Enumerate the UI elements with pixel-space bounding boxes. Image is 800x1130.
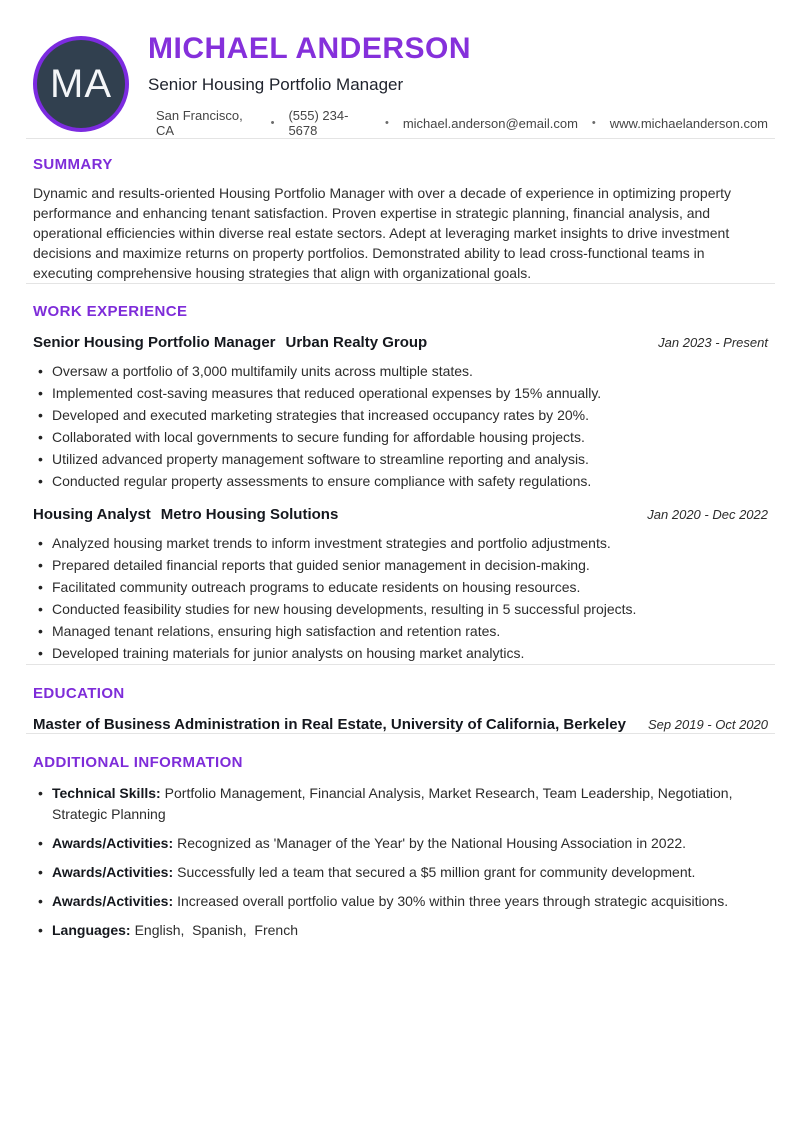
job-bullet: • Oversaw a portfolio of 3,000 multifamily units across multiple states. [52,360,768,382]
job-bullet: • Facilitated community outreach programs to educate residents on housing resources. [52,576,768,598]
additional-item [52,891,768,912]
section-divider [26,283,775,284]
contact-location: San Francisco, CA [156,108,243,138]
additional-item [52,783,768,825]
section-divider [26,664,775,665]
job-bullet: • Implemented cost-saving measures that reduced operational expenses by 15% annually. [52,382,768,404]
education-entry [33,716,768,733]
dot-separator: • [384,117,389,129]
additional-item [52,862,768,883]
dot-separator: • [270,117,275,129]
additional-item-label: Technical Skills: [52,785,161,801]
additional-item-label: Awards/Activities: [52,835,174,851]
job-entry [33,506,768,664]
job-bullet: • Developed and executed marketing strategies that increased occupancy rates by 20%. [52,404,768,426]
section-divider [26,733,775,734]
job-title: Housing Analyst [33,506,151,523]
additional-item-label: Awards/Activities: [52,893,174,909]
job-title: Senior Housing Portfolio Manager [33,334,276,351]
additional-heading: ADDITIONAL INFORMATION [33,754,243,771]
candidate-name: MICHAEL ANDERSON [148,32,472,65]
job-bullet: • Collaborated with local governments to secure funding for affordable housing projects. [52,426,768,448]
job-company: Urban Realty Group [285,334,428,351]
header-divider [26,138,775,139]
job-company: Metro Housing Solutions [160,506,339,523]
experience-heading: WORK EXPERIENCE [33,303,188,320]
job-title-line [33,506,338,523]
additional-item [52,833,768,854]
job-title-line [33,334,427,351]
header-text [148,30,768,138]
additional-item-label: Languages: [52,922,131,938]
education-dates: Sep 2019 - Oct 2020 [648,717,768,732]
job-bullet-list [33,360,768,492]
job-header [33,506,768,523]
candidate-job-title: Senior Housing Portfolio Manager [148,75,404,94]
additional-item-text: Increased overall portfolio value by 30% within three years through strategic acquisitions. [177,893,729,909]
job-bullet: • Conducted regular property assessments to ensure compliance with safety regulations. [52,470,768,492]
additional-list [33,783,768,941]
summary-text: Dynamic and results-oriented Housing Portfolio Manager with over a decade of experience in optimizing property performance and enhancing tenant satisfaction. Proven expertise in strategic planning, financial analysis, and operational efficiencies within diverse real estate sectors. Adept at leveraging market insights to drive investment decisions and maximize returns on property portfolios. Demonstrated ability to lead cross-functional teams in executing comprehensive housing strategies that align with organizational goals. [33,185,732,281]
education-degree: Master of Business Administration in Real Estate, University of California, Berkeley [33,716,626,733]
avatar-initials: MA [50,61,112,106]
education-heading: EDUCATION [33,685,125,702]
additional-item [52,920,768,941]
job-bullet-list [33,532,768,664]
job-bullet: • Managed tenant relations, ensuring high satisfaction and retention rates. [52,620,768,642]
job-bullet: • Analyzed housing market trends to inform investment strategies and portfolio adjustments. [52,532,768,554]
job-entry [33,334,768,492]
job-bullet: • Utilized advanced property management software to streamline reporting and analysis. [52,448,768,470]
resume-header [33,30,768,138]
dot-separator: • [591,117,596,129]
additional-item-text: Recognized as 'Manager of the Year' by the National Housing Association in 2022. [177,835,687,851]
contact-phone: (555) 234-5678 [288,108,349,138]
job-bullet: • Conducted feasibility studies for new housing developments, resulting in 5 successful projects. [52,598,768,620]
additional-item-text: Portfolio Management, Financial Analysis, Market Research, Team Leadership, Negotiation, Strategic Planning [52,785,737,822]
summary-heading: SUMMARY [33,156,113,173]
contact-website: www.michaelanderson.com [609,115,768,131]
job-dates: Jan 2023 - Present [658,335,768,350]
job-dates: Jan 2020 - Dec 2022 [647,507,768,522]
job-header [33,334,768,351]
additional-item-text: English, Spanish, French [134,922,298,938]
job-bullet: • Prepared detailed financial reports that guided senior management in decision-making. [52,554,768,576]
job-bullet: • Developed training materials for junior analysts on housing market analytics. [52,642,768,664]
additional-item-text: Successfully led a team that secured a $5 million grant for community development. [177,864,696,880]
contact-email: michael.anderson@email.com [402,115,578,131]
additional-item-label: Awards/Activities: [52,864,174,880]
avatar [33,36,129,132]
contact-row [156,108,768,138]
